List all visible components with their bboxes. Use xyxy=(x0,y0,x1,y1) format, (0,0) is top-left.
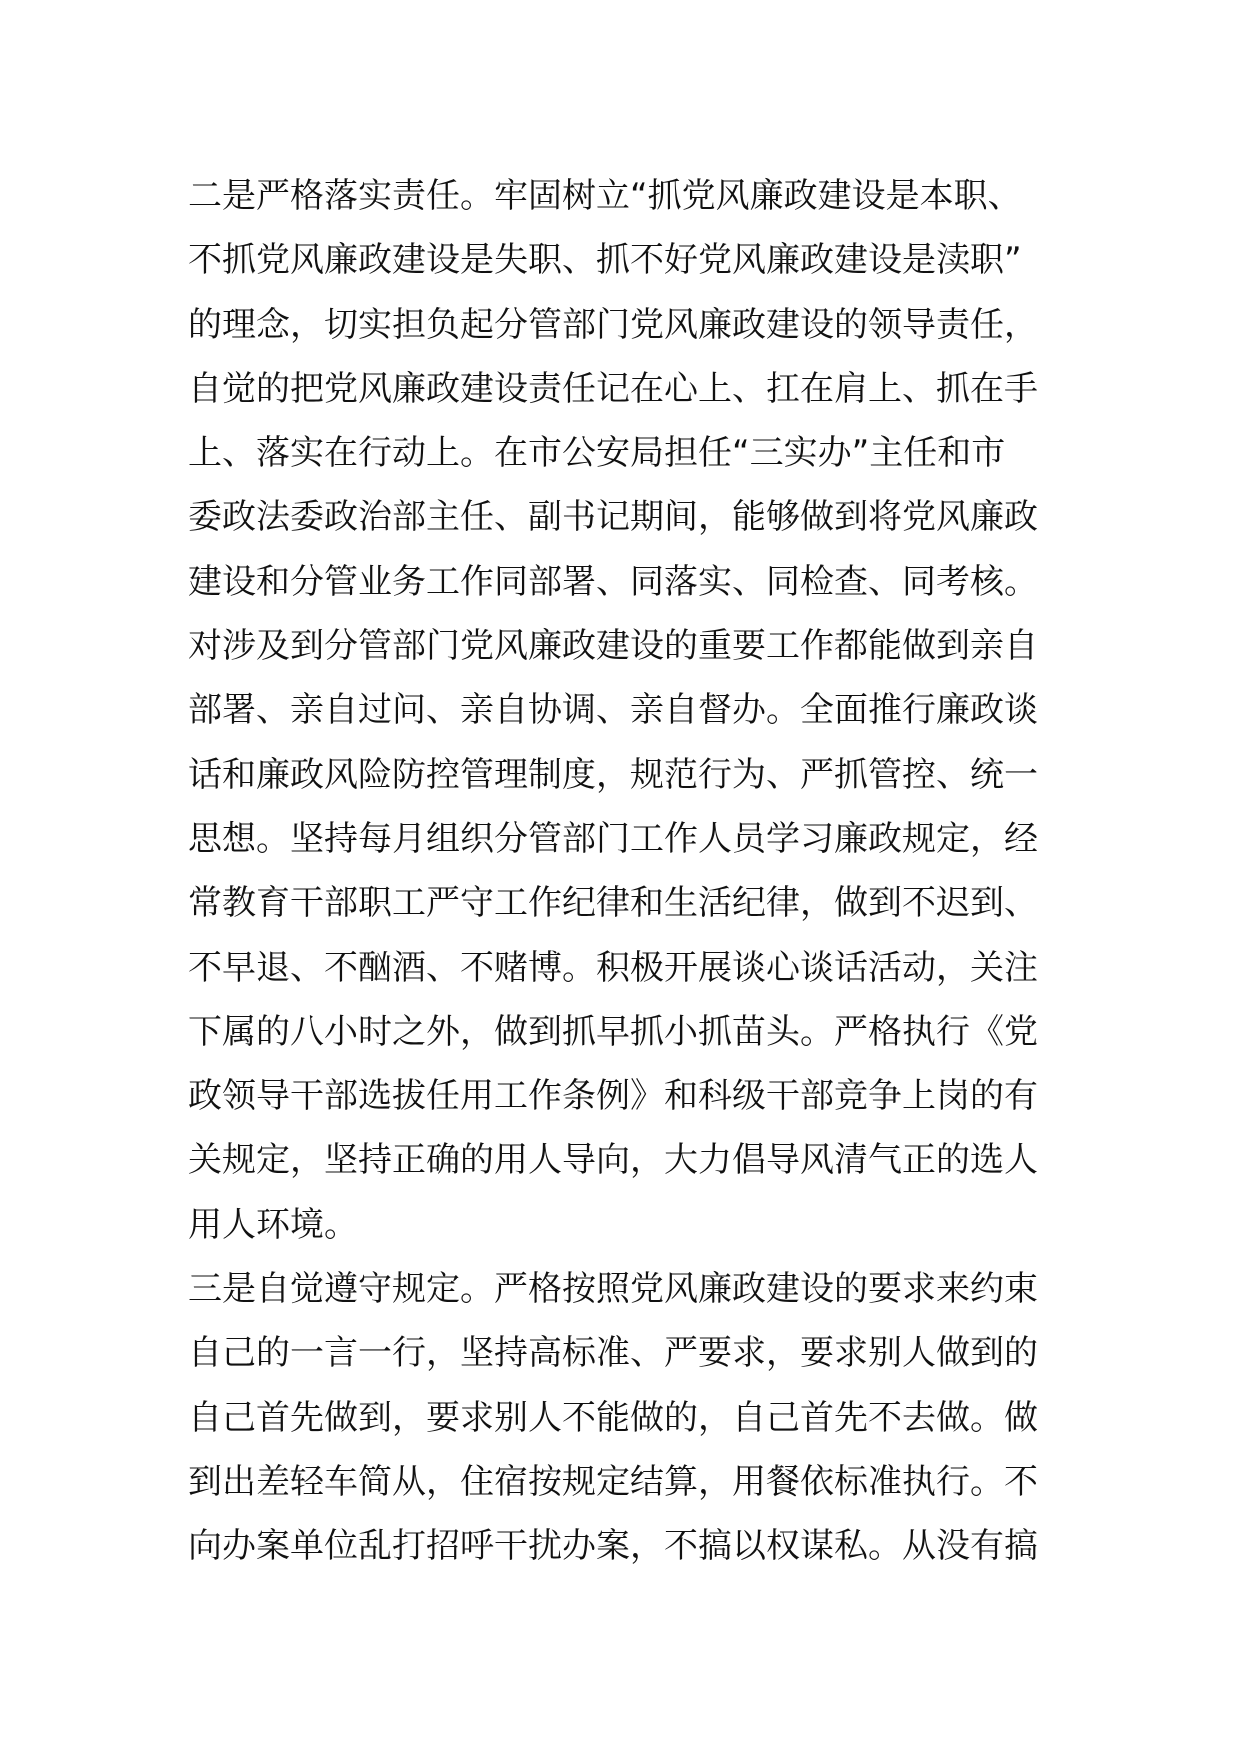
text-line: 三是自觉遵守规定。严格按照党风廉政建设的要求来约束 xyxy=(188,1269,1038,1310)
text-line: 思想。坚持每月组织分管部门工作人员学习廉政规定，经 xyxy=(188,818,1038,859)
document-body xyxy=(188,164,1058,1579)
text-line: 话和廉政风险防控管理制度，规范行为、严抓管控、统一 xyxy=(188,754,1038,795)
text-line: 政领导干部选拔任用工作条例》和科级干部竞争上岗的有 xyxy=(188,1076,1038,1117)
text-line: 关规定，坚持正确的用人导向，大力倡导风清气正的选人 xyxy=(188,1140,1038,1181)
text-line: 的理念，切实担负起分管部门党风廉政建设的领导责任， xyxy=(188,304,1038,345)
text-line: 下属的八小时之外，做到抓早抓小抓苗头。严格执行《党 xyxy=(188,1011,1038,1052)
text-line: 委政法委政治部主任、副书记期间，能够做到将党风廉政 xyxy=(188,497,1038,538)
paragraph-responsibility xyxy=(188,164,1058,1257)
text-line: 用人环境。 xyxy=(188,1204,358,1245)
text-line: 上、落实在行动上。在市公安局担任“三实办”主任和市 xyxy=(188,433,1006,474)
text-line: 不抓党风廉政建设是失职、抓不好党风廉政建设是渎职” xyxy=(188,240,1022,281)
text-line: 建设和分管业务工作同部署、同落实、同检查、同考核。 xyxy=(188,561,1038,602)
text-line: 自己的一言一行，坚持高标准、严要求，要求别人做到的 xyxy=(188,1333,1038,1374)
text-line: 自觉的把党风廉政建设责任记在心上、扛在肩上、抓在手 xyxy=(188,368,1038,409)
text-line: 向办案单位乱打招呼干扰办案，不搞以权谋私。从没有搞 xyxy=(188,1526,1038,1567)
paragraph-regulations xyxy=(188,1257,1058,1578)
text-line: 到出差轻车简从，住宿按规定结算，用餐依标准执行。不 xyxy=(188,1461,1038,1502)
text-line: 常教育干部职工严守工作纪律和生活纪律，做到不迟到、 xyxy=(188,883,1038,924)
text-line: 不早退、不酗酒、不赌博。积极开展谈心谈话活动，关注 xyxy=(188,947,1038,988)
text-line: 对涉及到分管部门党风廉政建设的重要工作都能做到亲自 xyxy=(188,626,1038,667)
text-line: 二是严格落实责任。牢固树立“抓党风廉政建设是本职、 xyxy=(188,176,1022,216)
text-line: 自己首先做到，要求别人不能做的，自己首先不去做。做 xyxy=(188,1397,1038,1438)
text-line: 部署、亲自过问、亲自协调、亲自督办。全面推行廉政谈 xyxy=(188,690,1038,731)
